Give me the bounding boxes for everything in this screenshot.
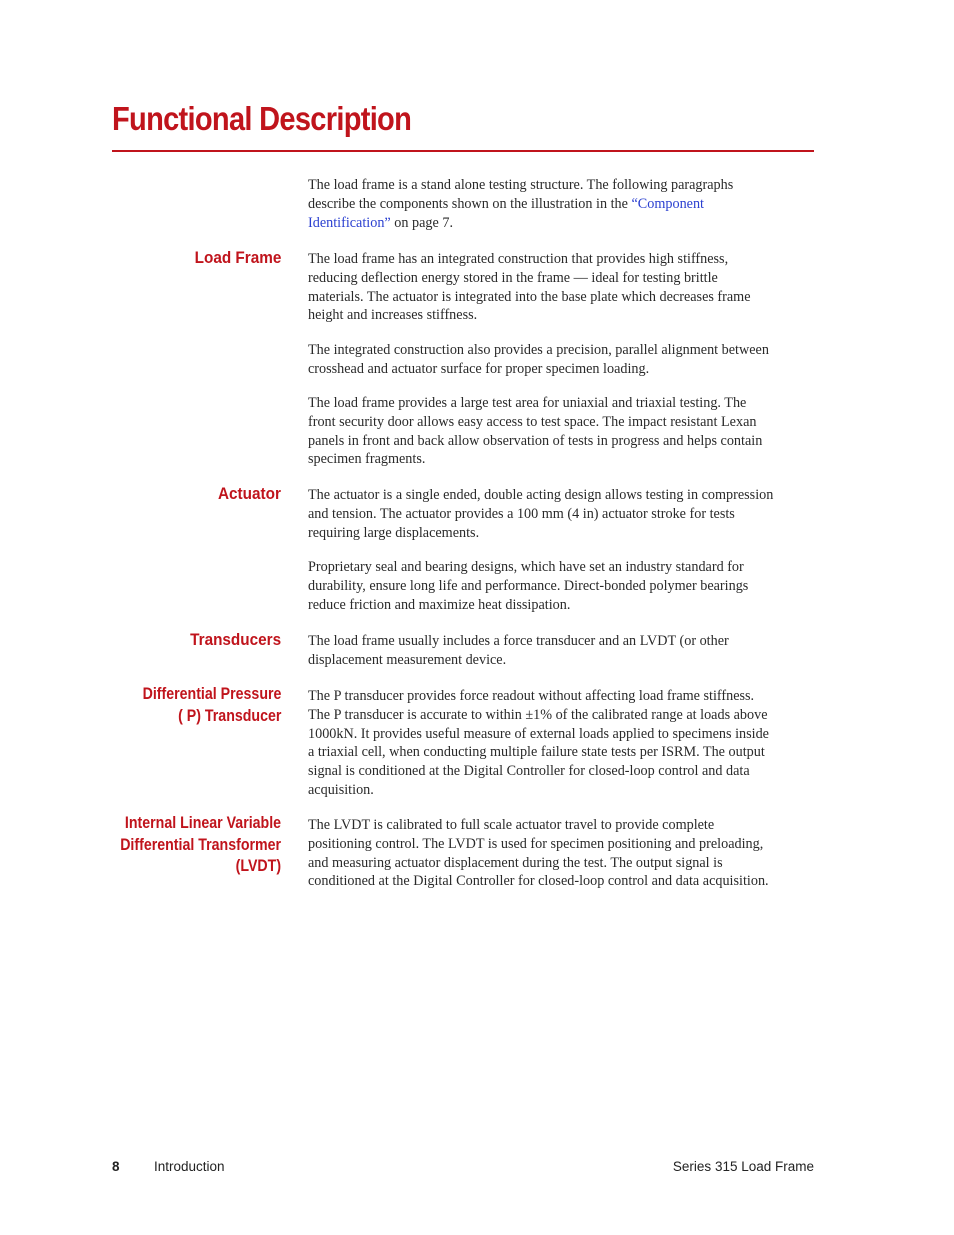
heading-line: ( P) Transducer <box>177 706 281 725</box>
title-divider <box>112 150 814 152</box>
heading-line: Differential Pressure <box>142 685 281 703</box>
intro-paragraph <box>308 176 774 232</box>
heading-line: (LVDT) <box>235 857 281 875</box>
footer-chapter: Introduction <box>154 1159 225 1174</box>
footer-page-number: 8 <box>112 1159 120 1174</box>
load-frame-paragraph-3: The load frame provides a large test area for uniaxial and triaxial testing. The front security door allows easy access to test space. The impact resistant Lexan panels in front and back allow observation of tests in progress and helps contain specimen fragments. <box>308 395 763 468</box>
load-frame-paragraph-2: The integrated construction also provides a precision, parallel alignment between crosshead and actuator surface for proper specimen loading. <box>308 342 769 377</box>
footer-product-name: Series 315 Load Frame <box>672 1159 814 1174</box>
heading-line: Internal Linear Variable <box>124 814 282 832</box>
transducers-paragraph-1: The load frame usually includes a force transducer and an LVDT (or other displacement measurement device. <box>308 633 729 668</box>
intro-text-end: on page 7. <box>390 214 453 231</box>
page-title: Functional Description <box>112 100 412 137</box>
intro-text: The load frame is a stand alone testing structure. The following paragraphs describe the components shown on the illustration in the <box>308 177 734 212</box>
load-frame-paragraph-1: The load frame has an integrated construction that provides high stiffness, reducing deflection energy stored in the frame — ideal for testing brittle materials. The actuator is integrated into the base plate which decreases frame height and increases stiffness. <box>308 251 751 324</box>
dp-transducer-paragraph-1: The P transducer provides force readout without affecting load frame stiffness. The P transducer is accurate to within ±1% of the calibrated range at loads above 1000kN. It provides useful measure of external loads applied to specimens inside a triaxial cell, when conducting multiple failure state tests per ISRM. The output signal is conditioned at the Digital Controller for closed-loop control and data acquisition. <box>308 688 769 798</box>
subsection-heading-differential-pressure <box>142 684 281 727</box>
lvdt-paragraph-1: The LVDT is calibrated to full scale actuator travel to provide complete positioning control. The LVDT is used for specimen positioning and preloading, and measuring actuator displacement during the test. The output signal is conditioned at the Digital Controller for closed-loop control and data acquisition. <box>308 817 769 890</box>
actuator-paragraph-2: Proprietary seal and bearing designs, which have set an industry standard for durability, ensure long life and performance. Direct-bonded polymer bearings reduce friction and maximize heat dissipation. <box>308 559 749 613</box>
section-heading-transducers: Transducers <box>190 630 281 649</box>
actuator-paragraph-1: The actuator is a single ended, double acting design allows testing in compression and tension. The actuator provides a 100 mm (4 in) actuator stroke for tests requiring large displacements. <box>308 487 774 541</box>
heading-line: Differential Transformer <box>120 835 281 854</box>
section-heading-load-frame: Load Frame <box>194 248 281 267</box>
component-identification-link[interactable]: “Component Identification” <box>308 195 705 231</box>
section-heading-actuator: Actuator <box>218 484 281 503</box>
subsection-heading-lvdt <box>120 813 281 878</box>
